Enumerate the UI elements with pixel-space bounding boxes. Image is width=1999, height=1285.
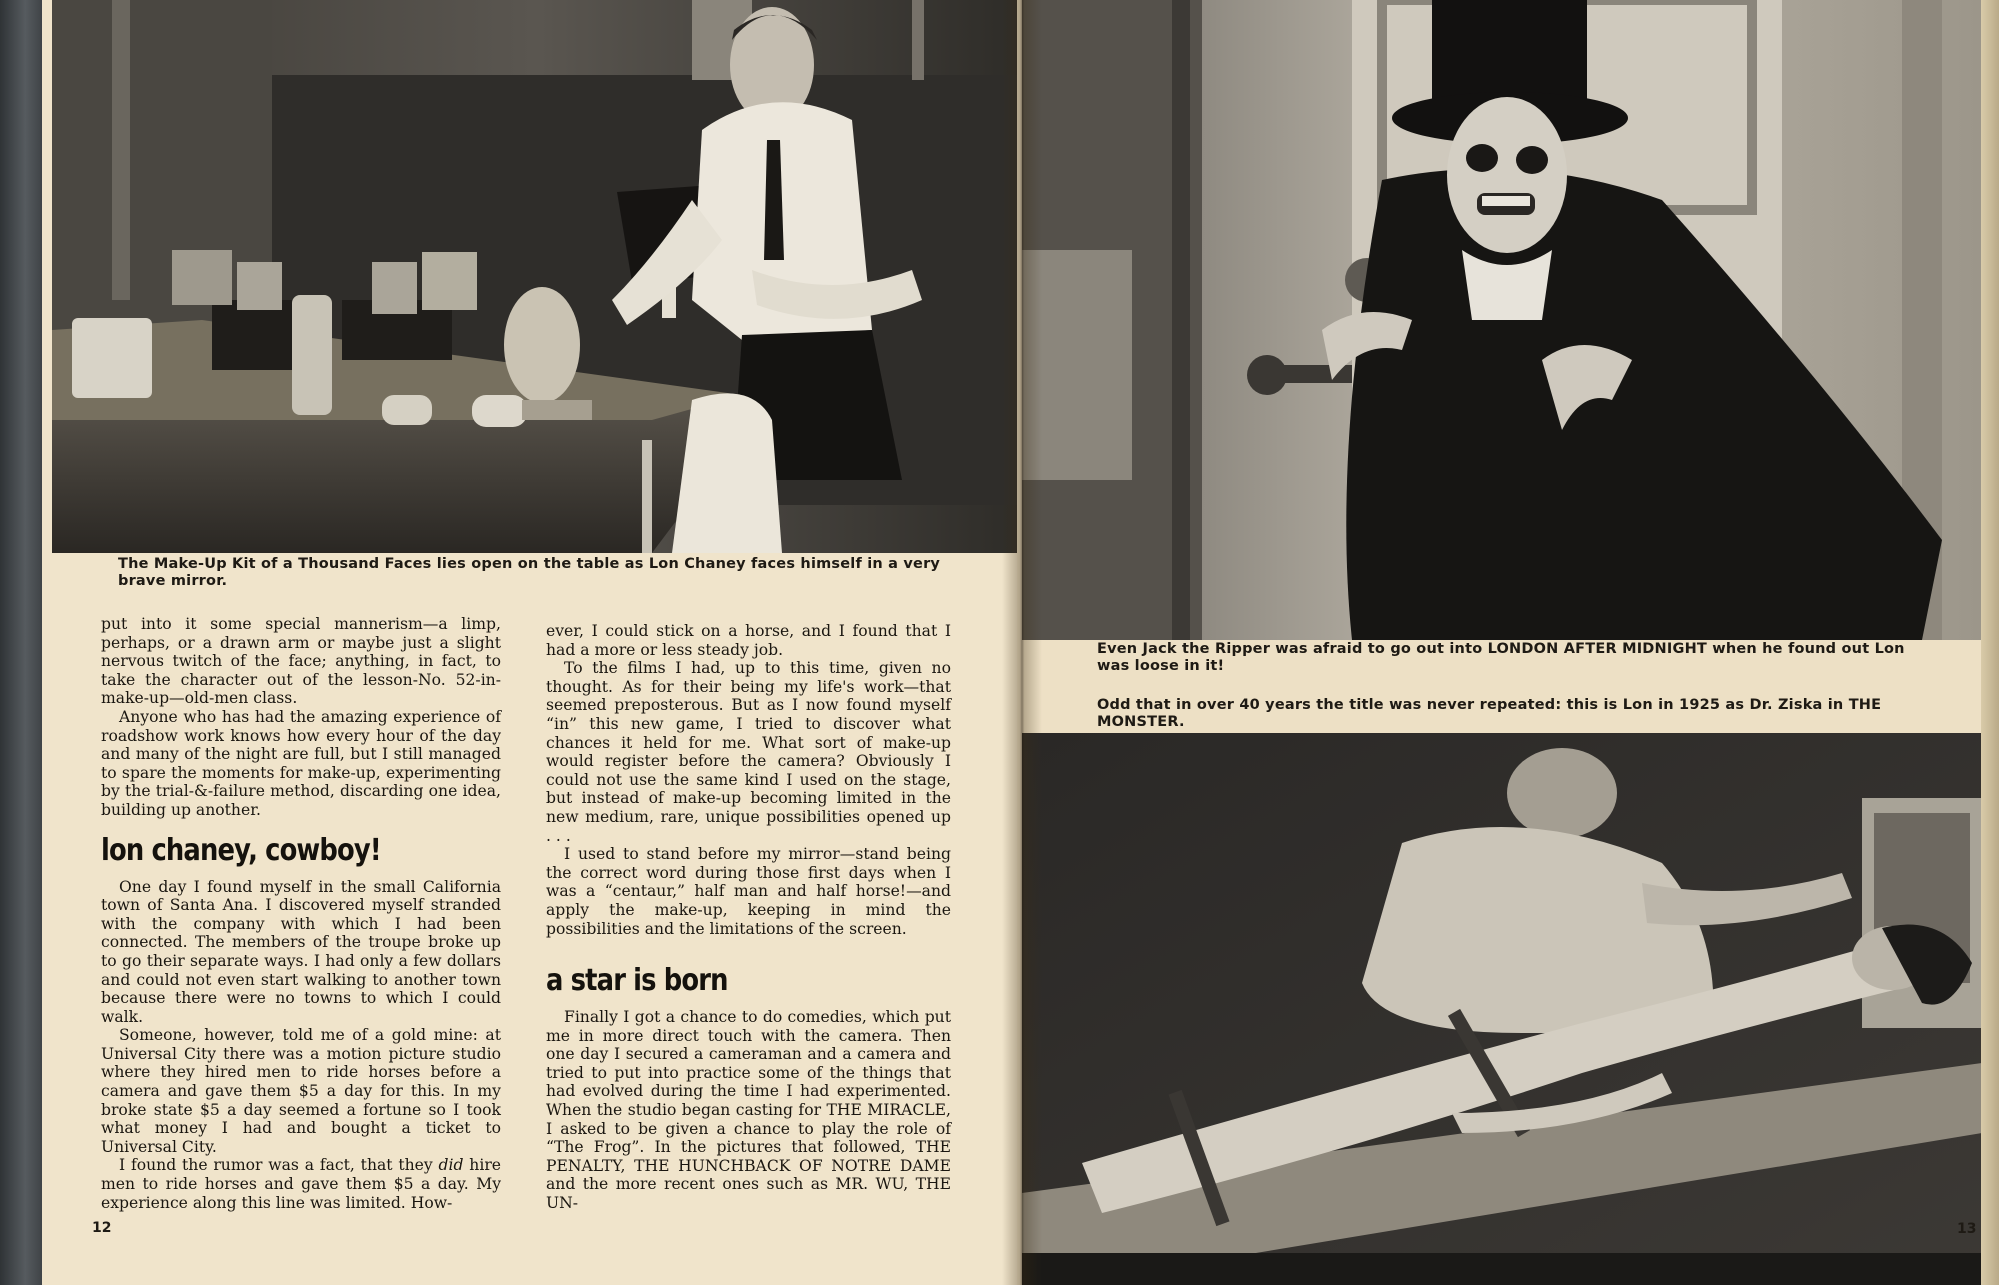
paragraph	[101, 1156, 501, 1212]
paragraph: I used to stand before my mirror—stand being the correct word during those first days when I was a “centaur,” half man and half horse!—and apply the make-up, keeping in mind the possibilities and the limitations of the screen.	[546, 845, 951, 938]
photo-makeup-kit-drawing	[52, 0, 1017, 553]
section-heading-cowboy: lon chaney, cowboy!	[101, 832, 381, 868]
photo-makeup-kit	[52, 0, 1017, 553]
magazine-spread	[42, 0, 1999, 1285]
photo-the-monster	[1022, 733, 1982, 1285]
section-heading-star: a star is born	[546, 963, 728, 999]
photo-caption-makeup-kit: The Make-Up Kit of a Thousand Faces lies open on the table as Lon Chaney faces himself in a very brave mirror.	[118, 556, 941, 589]
page-number-right: 13	[1957, 1221, 1977, 1237]
paragraph: One day I found myself in the small California town of Santa Ana. I discovered myself stranded with the company with which I had been connected. The members of the troupe broke up to go their separate ways. I had only a few dollars and could not even start walking to another town because there were no towns to which I could walk.	[101, 877, 501, 1026]
page-edge	[1981, 0, 1999, 1285]
emphasis: did	[438, 1156, 464, 1175]
paragraph: Someone, however, told me of a gold mine: at Universal City there was a motion picture studio where they hired men to ride horses before a camera and gave them $5 a day for this. In my broke state $5 a day seemed a fortune so I took what money I had and bought a ticket to Universal City.	[101, 1026, 501, 1156]
left-page	[42, 0, 1017, 1285]
text-span: hire men to ride horses and gave them $5 a day. My experience along this line was limited. How-	[101, 1156, 502, 1212]
article-column-1	[101, 615, 501, 1212]
photo-london-after-midnight-drawing	[1022, 0, 1982, 640]
photo-london-after-midnight	[1022, 0, 1982, 640]
article-column-2	[546, 622, 951, 1213]
page-number-left: 12	[92, 1220, 112, 1236]
text-span: I found the rumor was a fact, that they	[119, 1156, 439, 1175]
photo-the-monster-drawing	[1022, 733, 1982, 1285]
paragraph: put into it some special mannerism—a limp, perhaps, or a drawn arm or maybe just a slight nervous twitch of the face; anything, in fact, to take the character out of the lesson-No. 52-in-make-up—old-men class.	[101, 615, 501, 708]
photo-caption-london-after-midnight: Even Jack the Ripper was afraid to go out into LONDON AFTER MIDNIGHT when he found out Lon was loose in it!	[1097, 641, 1905, 674]
paragraph: Finally I got a chance to do comedies, which put me in more direct touch with the camera. Then one day I secured a cameraman and a camera and tried to put into practice some of the things that had evolved during the time I had experimented. When the studio began casting for THE MIRACLE, I asked to be given a chance to play the role of “The Frog”. In the pictures that followed, THE PENALTY, THE HUNCHBACK OF NOTRE DAME and the more recent ones such as MR. WU, THE UN-	[546, 1008, 951, 1213]
scanner-edge	[0, 0, 46, 1285]
right-page	[1017, 0, 1999, 1285]
paragraph: To the films I had, up to this time, given no thought. As for their being my life's work—that seemed preposterous. But as I now found myself “in” this new game, I tried to discover what chances it held for me. What sort of make-up would register before the camera? Obviously I could not use the same kind I used on the stage, but instead of make-up becoming limited in the new medium, rare, unique possibilities opened up . . .	[546, 659, 951, 845]
paragraph: ever, I could stick on a horse, and I found that I had a more or less steady job.	[546, 622, 951, 659]
paragraph: Anyone who has had the amazing experience of roadshow work knows how every hour of the day and many of the night are full, but I still managed to spare the moments for make-up, experimenting by the trial-&-failure method, discarding one idea, building up another.	[101, 707, 501, 819]
photo-caption-the-monster: Odd that in over 40 years the title was never repeated: this is Lon in 1925 as Dr. Ziska in THE MONSTER.	[1097, 697, 1882, 730]
